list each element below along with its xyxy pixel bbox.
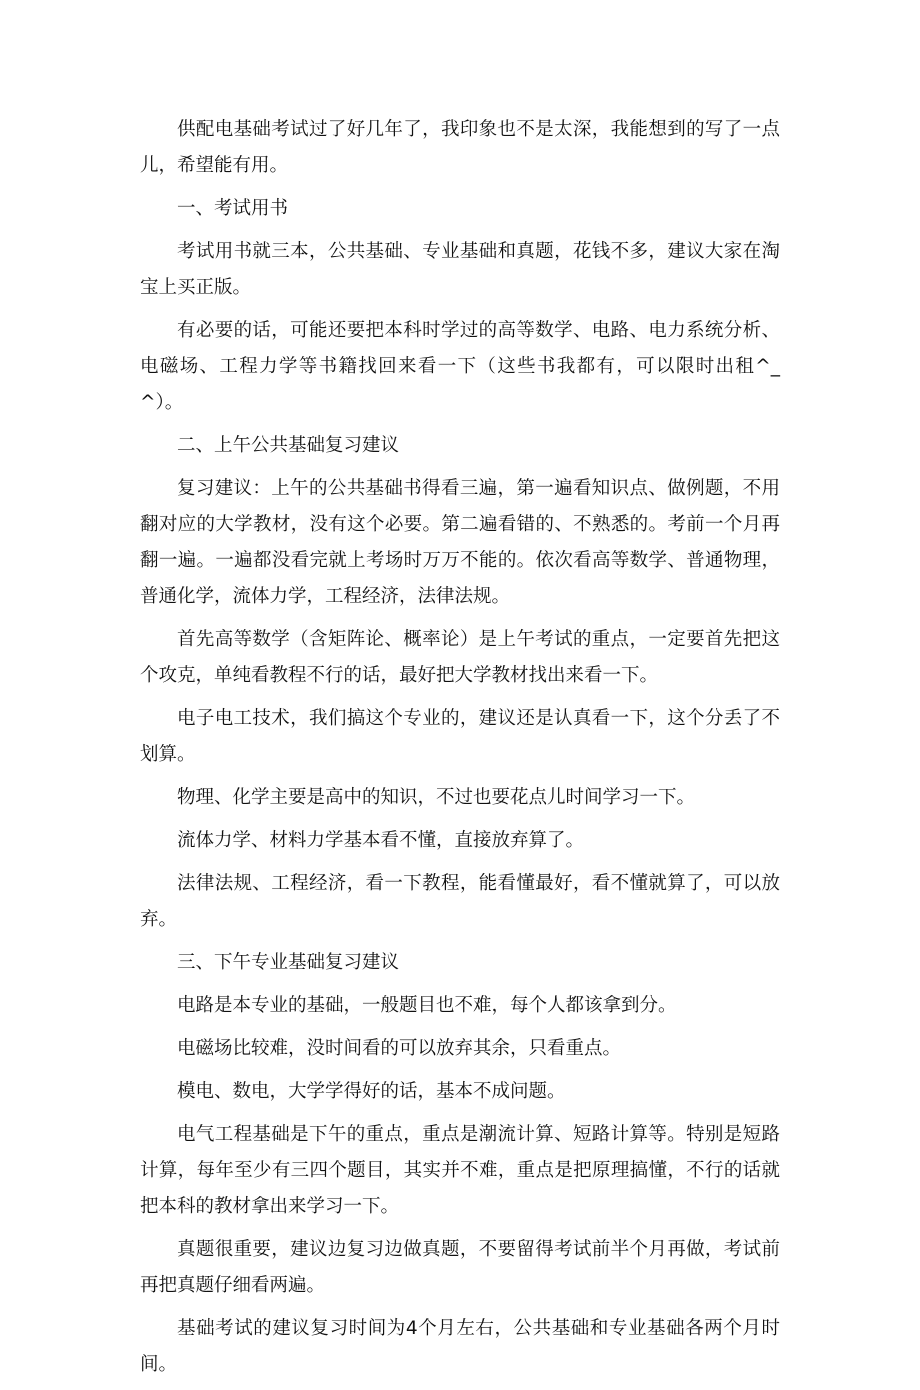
section-heading-books: 一、考试用书 — [177, 198, 289, 219]
paragraph-intro: 供配电基础考试过了好几年了，我印象也不是太深，我能想到的写了一点儿，希望能有用。 — [140, 119, 780, 176]
paragraph-books: 考试用书就三本，公共基础、专业基础和真题，花钱不多，建议大家在淘宝上买正版。 — [140, 241, 780, 298]
section-heading-afternoon: 三、下午专业基础复习建议 — [177, 952, 400, 973]
paragraph-circuits: 电路是本专业的基础，一般题目也不难，每个人都该拿到分。 — [177, 995, 677, 1016]
paragraph-law-economics: 法律法规、工程经济，看一下教程，能看懂最好，看不懂就算了，可以放弃。 — [140, 873, 780, 930]
paragraph-analog-digital: 模电、数电，大学学得好的话，基本不成问题。 — [177, 1081, 566, 1102]
paragraph-review-advice: 复习建议：上午的公共基础书得看三遍，第一遍看知识点、做例题，不用翻对应的大学教材，没有这个必要。第二遍看错的、不熟悉的。考前一个月再翻一遍。一遍都没看完就上考场时万万不能的。依次看高等数学、普通物理，普通化学，流体力学，工程经济，法律法规。 — [140, 478, 780, 607]
paragraph-fluid-mechanics: 流体力学、材料力学基本看不懂，直接放弃算了。 — [177, 830, 585, 851]
paragraph-physics-chemistry: 物理、化学主要是高中的知识，不过也要花点儿时间学习一下。 — [177, 787, 696, 808]
paragraph-power-engineering: 电气工程基础是下午的重点，重点是潮流计算、短路计算等。特别是短路计算，每年至少有三四个题目，其实并不难，重点是把原理搞懂，不行的话就把本科的教材拿出来学习一下。 — [140, 1124, 780, 1217]
paragraph-extra-books: 有必要的话，可能还要把本科时学过的高等数学、电路、电力系统分析、电磁场、工程力学等书籍找回来看一下（这些书我都有，可以限时出租^_^）。 — [140, 320, 780, 413]
paragraph-math: 首先高等数学（含矩阵论、概率论）是上午考试的重点，一定要首先把这个攻克，单纯看教程不行的话，最好把大学教材找出来看一下。 — [140, 629, 780, 686]
paragraph-past-papers: 真题很重要，建议边复习边做真题，不要留得考试前半个月再做，考试前再把真题仔细看两遍。 — [140, 1239, 780, 1296]
paragraph-electromagnetics: 电磁场比较难，没时间看的可以放弃其余，只看重点。 — [177, 1038, 622, 1059]
document-body — [140, 112, 780, 1390]
section-heading-morning: 二、上午公共基础复习建议 — [177, 435, 400, 456]
paragraph-electronics: 电子电工技术，我们搞这个专业的，建议还是认真看一下，这个分丢了不划算。 — [140, 708, 780, 765]
paragraph-study-time: 基础考试的建议复习时间为4个月左右，公共基础和专业基础各两个月时间。 — [140, 1318, 780, 1375]
